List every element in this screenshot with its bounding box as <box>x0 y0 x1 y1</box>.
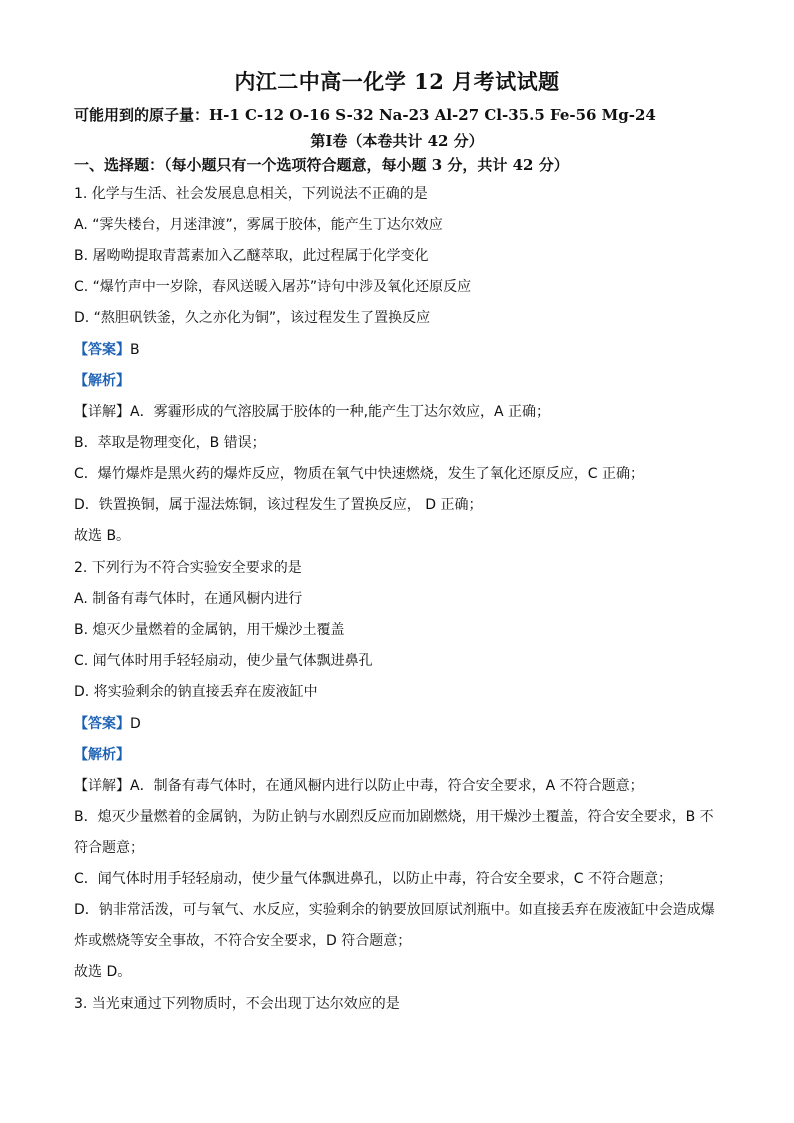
question-2-stem: 2. 下列行为不符合实验安全要求的是 <box>74 560 302 576</box>
analysis-tag: 【解析】 <box>74 373 130 389</box>
volume-heading: 第Ⅰ卷（本卷共计 42 分） <box>310 132 484 150</box>
answer-tag: 【答案】 <box>74 342 130 358</box>
question-2-detail-c: C．闻气体时用手轻轻扇动，使少量气体飘进鼻孔，以防止中毒，符合安全要求，C 不符合题意； <box>74 871 672 887</box>
question-1-detail-a <box>74 402 724 422</box>
answer-value: B <box>130 342 140 358</box>
question-2-answer <box>74 714 724 734</box>
detail-text: A．雾霾形成的气溶胶属于胶体的一种,能产生丁达尔效应，A 正确； <box>130 404 551 420</box>
question-2-option-b: B. 熄灭少量燃着的金属钠，用干燥沙土覆盖 <box>74 622 345 638</box>
answer-value: D <box>130 716 141 732</box>
question-1-option-c: C. “爆竹声中一岁除，春风送暖入屠苏”诗句中涉及氧化还原反应 <box>74 279 472 295</box>
detail-tag: 【详解】 <box>74 404 130 420</box>
question-3-stem: 3. 当光束通过下列物质时，不会出现丁达尔效应的是 <box>74 996 400 1012</box>
question-1-option-a: A. “霁失楼台，月迷津渡”，雾属于胶体，能产生丁达尔效应 <box>74 217 443 233</box>
page-title: 内江二中高一化学 12 月考试试题 <box>234 69 560 94</box>
question-2-analysis <box>74 745 724 765</box>
question-2-option-a: A. 制备有毒气体时，在通风橱内进行 <box>74 591 303 607</box>
question-1-option-b: B. 屠呦呦提取青蒿素加入乙醚萃取，此过程属于化学变化 <box>74 248 429 264</box>
question-2-detail-b-line1: B．熄灭少量燃着的金属钠，为防止钠与水剧烈反应而加剧燃烧，用干燥沙土覆盖，符合安全要求，B 不 <box>74 809 714 825</box>
question-1-analysis <box>74 371 724 391</box>
section-heading: 一、选择题：（每小题只有一个选项符合题意，每小题 3 分，共计 42 分） <box>74 156 569 174</box>
question-1-detail-b: B．萃取是物理变化，B 错误； <box>74 435 266 451</box>
question-1-detail-d: D．铁置换铜，属于湿法炼铜，该过程发生了置换反应， D 正确； <box>74 497 483 513</box>
question-2-detail-d-line1: D．钠非常活泼，可与氧气、水反应，实验剩余的钠要放回原试剂瓶中。如直接丢弃在废液缸中会造成爆 <box>74 902 715 918</box>
question-2-conclusion: 故选 D。 <box>74 964 132 980</box>
question-2-option-d: D. 将实验剩余的钠直接丢弃在废液缸中 <box>74 684 318 700</box>
question-2-detail-a <box>74 776 724 796</box>
question-1-option-d: D. “熬胆矾铁釜，久之亦化为铜”，该过程发生了置换反应 <box>74 310 431 326</box>
question-2-option-c: C. 闻气体时用手轻轻扇动，使少量气体飘进鼻孔 <box>74 653 373 669</box>
detail-tag: 【详解】 <box>74 778 130 794</box>
question-1-stem: 1. 化学与生活、社会发展息息相关，下列说法不正确的是 <box>74 186 428 202</box>
detail-text: A．制备有毒气体时，在通风橱内进行以防止中毒，符合安全要求，A 不符合题意； <box>130 778 644 794</box>
question-1-conclusion: 故选 B。 <box>74 528 131 544</box>
question-1-detail-c: C．爆竹爆炸是黑火药的爆炸反应，物质在氧气中快速燃烧，发生了氧化还原反应，C 正确； <box>74 466 644 482</box>
atomic-masses-line: 可能用到的原子量：H-1 C-12 O-16 S-32 Na-23 Al-27 Cl-35.5 Fe-56 Mg-24 <box>74 106 656 124</box>
question-1-answer <box>74 340 724 360</box>
question-2-detail-d-line2: 炸或燃烧等安全事故，不符合安全要求，D 符合题意； <box>74 933 412 949</box>
answer-tag: 【答案】 <box>74 716 130 732</box>
analysis-tag: 【解析】 <box>74 747 130 763</box>
question-2-detail-b-line2: 符合题意； <box>74 840 144 856</box>
